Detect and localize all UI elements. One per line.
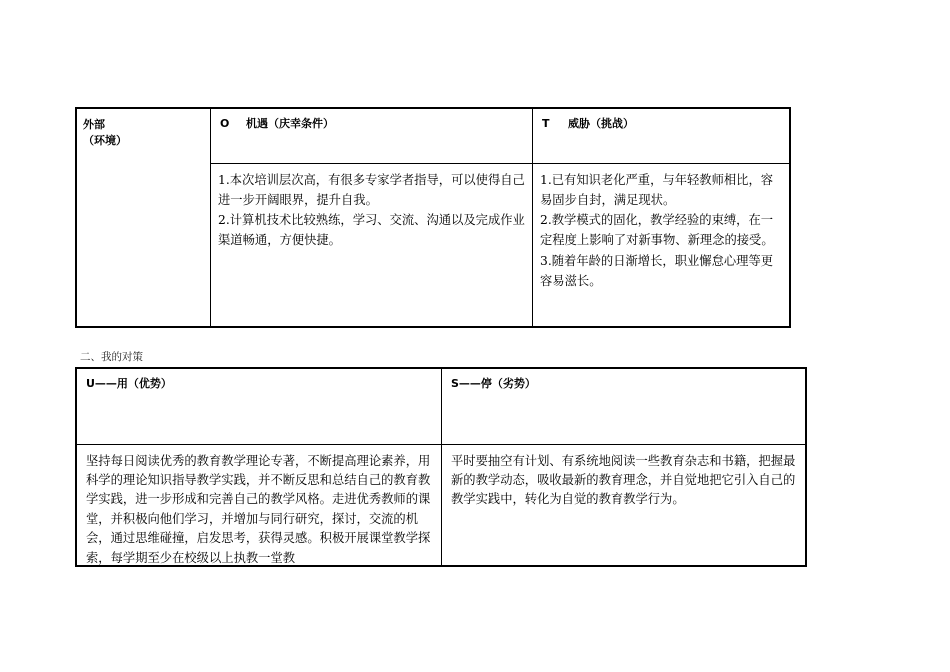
opportunity-body-cell xyxy=(211,163,533,327)
stop-header-cell xyxy=(442,368,807,444)
opportunity-code: O xyxy=(220,117,230,130)
environment-label: （环境） xyxy=(83,134,127,147)
opportunity-item: 2.计算机技术比较熟练，学习、交流、沟通以及完成作业渠道畅通，方便快捷。 xyxy=(218,213,525,248)
threat-body-cell xyxy=(533,163,791,327)
countermeasures-table xyxy=(75,367,807,567)
opportunity-item: 1.本次培训层次高，有很多专家学者指导，可以使得自己进一步开阔眼界，提升自我。 xyxy=(218,172,525,207)
use-text: 坚持每日阅读优秀的教育教学理论专著，不断提高理论素养，用科学的理论知识指导教学实践，并不断反思和总结自己的教育教学实践，进一步形成和完善自己的教学风格。走进优秀教师的课堂，并积极向他们学习，并增加与同行研究，探讨，交流的机会，通过思维碰撞，启发思考，获得灵感。积极开展课堂教学探索，每学期至少在校级以上执教一堂教 xyxy=(86,453,431,565)
opportunity-header-cell xyxy=(211,108,533,163)
environment-table xyxy=(75,107,791,328)
threat-header-cell xyxy=(533,108,791,163)
outer-label: 外部 xyxy=(83,118,105,131)
threat-code: T xyxy=(542,117,550,130)
outer-environment-cell xyxy=(76,108,211,327)
use-title: U——用（优势） xyxy=(86,377,172,390)
stop-title: S——停（劣势） xyxy=(451,377,536,390)
stop-body-cell xyxy=(442,444,807,566)
opportunity-title: 机遇（庆幸条件） xyxy=(246,117,334,130)
stop-text: 平时要抽空有计划、有系统地阅读一些教育杂志和书籍，把握最新的教学动态，吸收最新的教育理念，并自觉地把它引入自己的教学实践中，转化为自觉的教育教学行为。 xyxy=(451,453,796,507)
threat-item: 1.已有知识老化严重，与年轻教师相比，容易固步自封，满足现状。 xyxy=(540,172,774,207)
use-header-cell xyxy=(76,368,442,444)
threat-item: 2.教学模式的固化，教学经验的束缚，在一定程度上影响了对新事物、新理念的接受。 xyxy=(540,213,774,248)
section-heading: 二、我的对策 xyxy=(80,351,143,363)
threat-title: 威胁（挑战） xyxy=(568,117,634,130)
use-body-cell xyxy=(76,444,442,566)
threat-item: 3.随着年龄的日渐增长，职业懈怠心理等更容易滋长。 xyxy=(540,253,774,288)
